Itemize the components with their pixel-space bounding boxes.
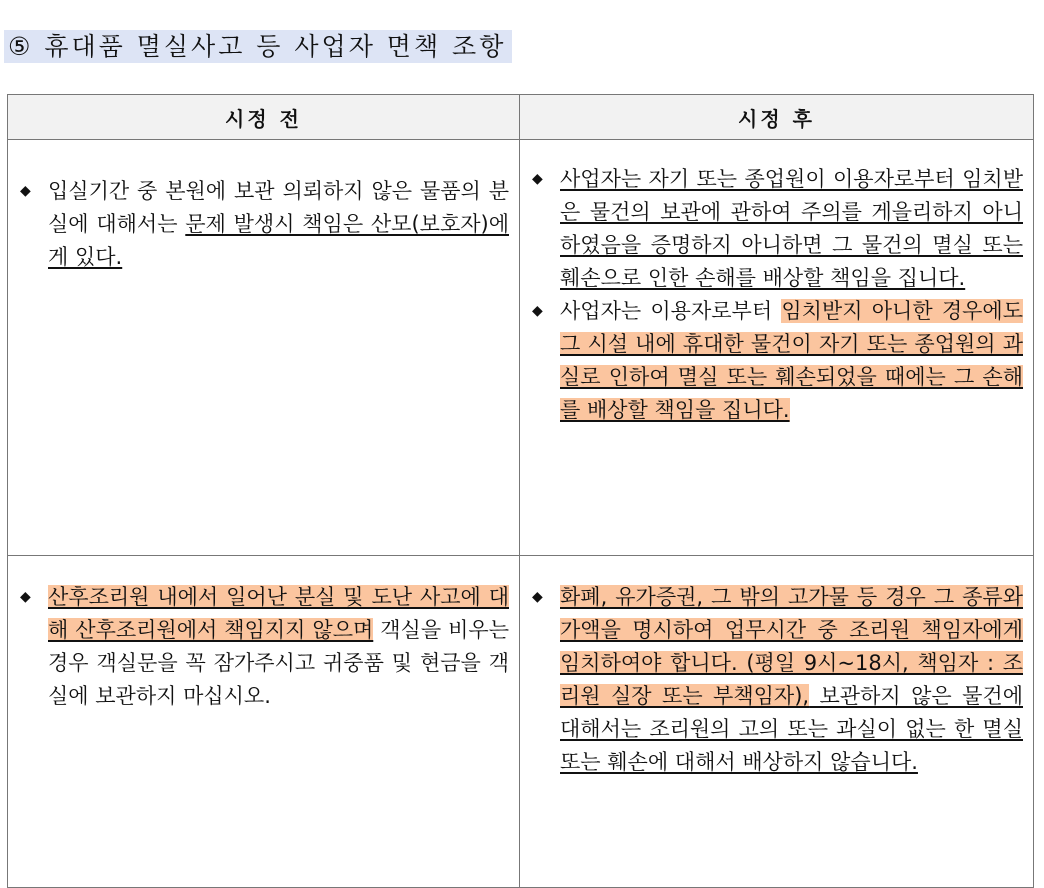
list-item: [20, 581, 509, 713]
diamond-bullet-icon: ◆: [20, 589, 31, 605]
underlined-text: 보관하지 않은 물건에 대해서는 조리원의 고의 또는 과실이 없는 한 멸실 또는 훼손에 대해서 배상하지 않습니다.: [560, 684, 1023, 774]
cell-after-2: [520, 556, 1034, 888]
item-text: [48, 175, 509, 274]
item-text: [560, 163, 1023, 295]
comparison-table: [7, 94, 1034, 888]
cell-before-1: [8, 140, 520, 556]
cell-after-1: [520, 140, 1034, 556]
plain-text: 객실을 비우는 경우 객실문을 꼭 잠가주시고 귀중품 및 현금을 객실에 보관하지 마십시오.: [48, 618, 509, 708]
highlighted-text: 임치받지 아니한 경우에도: [781, 299, 1023, 323]
diamond-bullet-icon: ◆: [20, 183, 31, 199]
diamond-bullet-icon: ◆: [532, 171, 543, 187]
table-row: [8, 140, 1034, 556]
list-item: [532, 295, 1023, 427]
underlined-text: 문제 발생시 책임은 산모(보호자)에게 있다.: [48, 212, 509, 269]
highlighted-underlined-text: 산후조리원 내에서 일어난 분실 및 도난 사고에 대해 산후조리원에서 책임지지 않으며: [48, 585, 509, 642]
underlined-text: 사업자는 자기 또는 종업원이 이용자로부터 임치받은 물건의 보관에 관하여 주의를 게을리하지 아니하였음을 증명하지 아니하면 그 물건의 멸실 또는 훼손으로 인한 손해를 배상할 책임을 집니다.: [560, 167, 1023, 290]
table-header-row: [8, 95, 1034, 140]
list-item: [20, 175, 509, 274]
section-title: ⑤ 휴대품 멸실사고 등 사업자 면책 조항: [4, 30, 512, 63]
item-text: [560, 295, 1023, 427]
list-item: [532, 581, 1023, 779]
item-text: [560, 581, 1023, 779]
highlighted-underlined-text: 그 시설 내에 휴대한 물건이 자기 또는 종업원의 과실로 인하여 멸실 또는 훼손되었을 때에는 그 손해를 배상할 책임을 집니다.: [560, 332, 1023, 422]
diamond-bullet-icon: ◆: [532, 303, 543, 319]
diamond-bullet-icon: ◆: [532, 589, 543, 605]
list-item: [532, 163, 1023, 295]
table-row: [8, 556, 1034, 888]
plain-text: 사업자는 이용자로부터: [560, 299, 782, 323]
plain-text: 입실기간 중 본원에 보관 의뢰하지 않은 물품의 분실에 대해서는: [48, 179, 509, 236]
header-after: 시정 후: [520, 95, 1034, 140]
highlighted-underlined-text: 화폐, 유가증권, 그 밖의 고가물 등 경우 그 종류와 가액을 명시하여 업무시간 중 조리원 책임자에게 임치하여야 합니다. (평일 9시~18시, 책임자 : 조리원 실장 또는 부책임자),: [560, 585, 1023, 708]
cell-before-2: [8, 556, 520, 888]
item-text: [48, 581, 509, 713]
header-before: 시정 전: [8, 95, 520, 140]
